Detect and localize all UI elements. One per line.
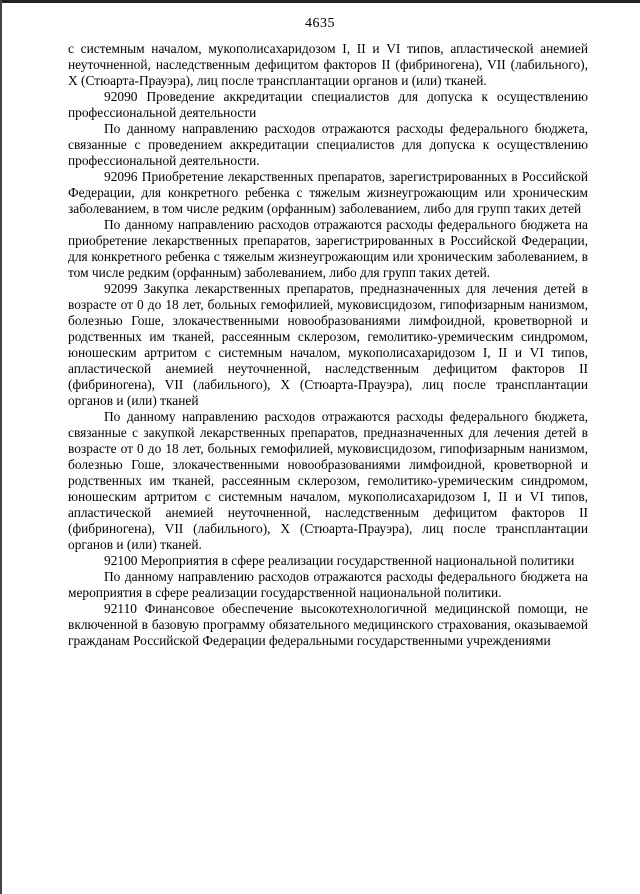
- paragraph-92096-body: По данному направлению расходов отражаются расходы федерального бюджета на приобретение лекарственных препаратов, зарегистрированных в Российской Федерации, для конкретного ребенка с тяжелым жизнеугрожающим или хроническим заболеванием, в том числе редким (орфанным) заболеванием, либо для групп таких детей.: [68, 217, 588, 280]
- paragraph-92090-body: По данному направлению расходов отражаются расходы федерального бюджета, связанные с проведением аккредитации специалистов для допуска к осуществлению профессиональной деятельности.: [68, 121, 588, 168]
- paragraph-continuation: с системным началом, мукополисахаридозом I, II и VI типов, апластической анемией неуточненной, наследственным дефицитом факторов II (фибриногена), VII (лабильного), X (Стюарта-Прауэра), лиц после трансплантации органов и (или) тканей.: [68, 41, 588, 88]
- scan-edge-left: [0, 0, 2, 894]
- page-number: 4635: [305, 16, 335, 31]
- paragraph-92099-body: По данному направлению расходов отражаются расходы федерального бюджета, связанные с закупкой лекарственных препаратов, предназначенных для лечения детей в возрасте от 0 до 18 лет, больных гемофилией, муковисцидозом, гипофизарным нанизмом, болезнью Гоше, злокачественными новообразованиями лимфоидной, кроветворной и родственных им тканей, рассеянным склерозом, гемолитико-уремическим синдромом, юношеским артритом с системным началом, мукополисахаридозом I, II и VI типов, апластической анемией неуточненной, наследственным дефицитом факторов II (фибриногена), VII (лабильного), X (Стюарта-Прауэра), лиц после трансплантации органов и (или) тканей.: [68, 409, 588, 552]
- paragraph-92110-heading: 92110 Финансовое обеспечение высокотехнологичной медицинской помощи, не включенной в базовую программу обязательного медицинского страхования, оказываемой гражданам Российской Федерации федеральными государственными учреждениями: [68, 601, 588, 648]
- document-body: [68, 41, 588, 649]
- paragraph-92100-heading: 92100 Мероприятия в сфере реализации государственной национальной политики: [104, 553, 575, 568]
- paragraph-92090-heading: 92090 Проведение аккредитации специалистов для допуска к осуществлению профессиональной деятельности: [68, 89, 588, 120]
- paragraph-92099-heading: 92099 Закупка лекарственных препаратов, предназначенных для лечения детей в возрасте от 0 до 18 лет, больных гемофилией, муковисцидозом, гипофизарным нанизмом, болезнью Гоше, злокачественными новообразованиями лимфоидной, кроветворной и родственных им тканей, рассеянным склерозом, гемолитико-уремическим синдромом, юношеским артритом с системным началом, мукополисахаридозом I, II и VI типов, апластической анемией неуточненной, наследственным дефицитом факторов II (фибриногена), VII (лабильного), X (Стюарта-Прауэра), лиц после трансплантации органов и (или) тканей: [68, 281, 588, 408]
- scan-edge-top: [0, 0, 640, 3]
- paragraph-92096-heading: 92096 Приобретение лекарственных препаратов, зарегистрированных в Российской Федерации, для конкретного ребенка с тяжелым жизнеугрожающим или хроническим заболеванием, в том числе редким (орфанным) заболеванием, либо для групп таких детей: [68, 169, 588, 216]
- paragraph-92100-body: По данному направлению расходов отражаются расходы федерального бюджета на мероприятия в сфере реализации государственной национальной политики.: [68, 569, 588, 600]
